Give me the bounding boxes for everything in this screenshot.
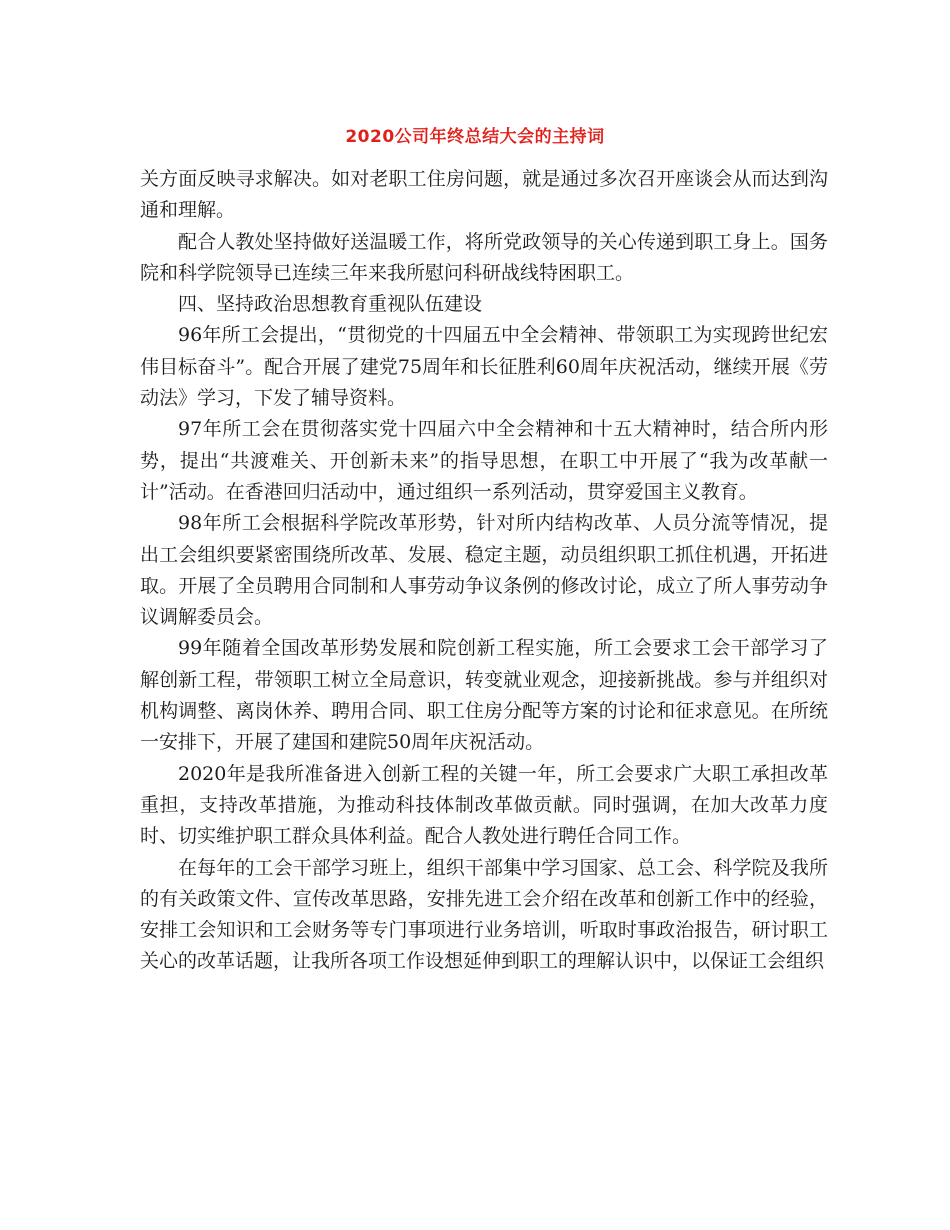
document-title: 2020公司年终总结大会的主持词	[345, 127, 605, 147]
paragraph: 98年所工会根据科学院改革形势，针对所内结构改革、人员分流等情况，提出工会组织要紧密围绕所改革、发展、稳定主题，动员组织职工抓住机遇，开拓进取。开展了全员聘用合同制和人事劳动争议条例的修改讨论，成立了所人事劳动争议调解委员会。	[140, 512, 828, 629]
paragraph: 96年所工会提出，“贯彻党的十四届五中全会精神、带领职工为实现跨世纪宏伟目标奋斗”。配合开展了建党75周年和长征胜利60周年庆祝活动，继续开展《劳动法》学习，下发了辅导资料。	[140, 324, 828, 410]
paragraph: 2020年是我所准备进入创新工程的关键一年，所工会要求广大职工承担改革重担，支持改革措施，为推动科技体制改革做贡献。同时强调，在加大改革力度时、切实维护职工群众具体利益。配合人教处进行聘任合同工作。	[140, 762, 828, 848]
paragraph: 97年所工会在贯彻落实党十四届六中全会精神和十五大精神时，结合所内形势，提出“共渡难关、开创新未来”的指导思想，在职工中开展了“我为改革献一计”活动。在香港回归活动中，通过组织一系列活动，贯穿爱国主义教育。	[140, 418, 828, 503]
paragraph: 在每年的工会干部学习班上，组织干部集中学习国家、总工会、科学院及我所的有关政策文件、宣传改革思路，安排先进工会介绍在改革和创新工作中的经验，安排工会知识和工会财务等专门事项进行业务培训，听取时事政治报告，研讨职工关心的改革话题，让我所各项工作设想延伸到职工的理解认识中，以保证工会组织	[140, 856, 828, 973]
section-heading: 四、坚持政治思想教育重视队伍建设	[178, 293, 483, 316]
document-body	[140, 164, 828, 978]
paragraph: 99年随着全国改革形势发展和院创新工程实施，所工会要求工会干部学习了解创新工程，带领职工树立全局意识，转变就业观念，迎接新挑战。参与并组织对机构调整、离岗休养、聘用合同、职工住房分配等方案的讨论和征求意见。在所统一安排下，开展了建国和建院50周年庆祝活动。	[140, 637, 828, 754]
paragraph: 配合人教处坚持做好送温暖工作，将所党政领导的关心传递到职工身上。国务院和科学院领导已连续三年来我所慰问科研战线特困职工。	[140, 230, 828, 284]
paragraph-continuation: 关方面反映寻求解决。如对老职工住房问题，就是通过多次召开座谈会从而达到沟通和理解。	[140, 168, 828, 222]
